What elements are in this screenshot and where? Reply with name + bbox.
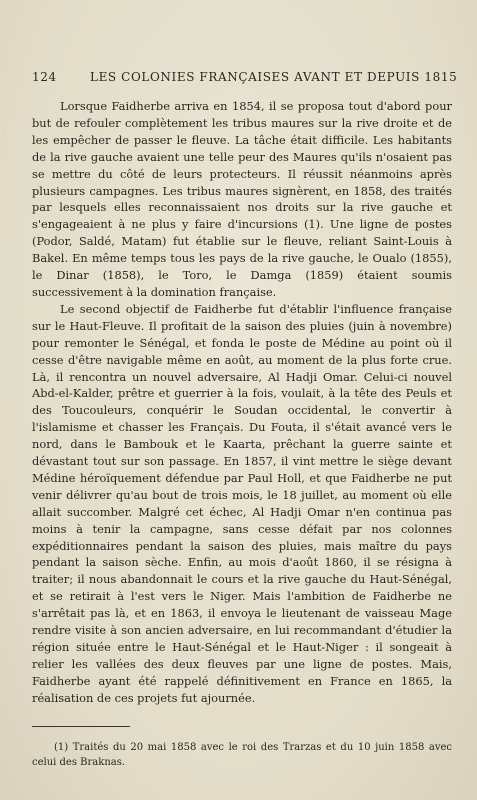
running-header — [32, 70, 458, 88]
footnote-separator — [32, 726, 130, 727]
paragraph-2: Le second objectif de Faidherbe fut d'établir l'influence française sur le Haut-Fleuve. Il profitait de la saison des pluies (juin à novembre) pour remonter le Sénégal, et fonda le poste de Médine au point où il cesse d'être navigable même en août, au moment de la plus forte crue. Là, il rencontra un nouvel adversaire, Al Hadji Omar. Celui-ci nouvel Abd-el-Kalder, prêtre et guerrier à la fois, voulait, à la tête des Peuls et des Toucouleurs, conquérir le Soudan occidental, le convertir à l'islamisme et chasser les Français. Du Fouta, il s'était avancé vers le nord, dans le Bambouk et le Kaarta, prêchant la guerre sainte et dévastant tout sur son passage. En 1857, il vint mettre le siège devant Médine héroïquement défendue par Paul Holl, et que Faidherbe ne put venir délivrer qu'au bout de trois mois, le 18 juillet, au moment où elle allait succomber. Malgré cet échec, Al Hadji Omar n'en continua pas moins à tenir la campagne, sans cesse défait par nos colonnes expéditionnaires pendant la saison des pluies, mais maître du pays pendant la saison sèche. Enfin, au mois d'août 1860, il se résigna à traiter; il nous abandonnait le cours et la rive gauche du Haut-Sénégal, et se retirait à l'est vers le Niger. Mais l'ambition de Faidherbe ne s'arrêtait pas là, et en 1863, il envoya le lieutenant de vaisseau Mage rendre visite à son ancien adversaire, en lui recommandant d'étudier la région située entre le Haut-Sénégal et le Haut-Niger : il songeait à relier les vallées des deux fleuves par une ligne de postes. Mais, Faidherbe ayant été rappelé définitivement en France en 1865, la réalisation de ces projets fut ajournée. — [32, 301, 452, 705]
footnote: (1) Traités du 20 mai 1858 avec le roi des Trarzas et du 10 juin 1858 avec celui des Braknas. — [32, 742, 452, 768]
running-title: LES COLONIES FRANÇAISES AVANT ET DEPUIS 1815 — [90, 70, 458, 84]
page-number: 124 — [32, 70, 57, 84]
paragraph-1: Lorsque Faidherbe arriva en 1854, il se proposa tout d'abord pour but de refouler complètement les tribus maures sur la rive droite et de les empêcher de passer le fleuve. La tâche était difficile. Les habitants de la rive gauche avaient une telle peur des Maures qu'ils n'osaient pas se mettre du côté de leurs protecteurs. Il réussit néanmoins après plusieurs campagnes. Les tribus maures signèrent, en 1858, des traités par lesquels elles reconnaissaient nos droits sur la rive gauche et s'engageaient à ne plus y faire d'incursions (1). Une ligne de postes (Podor, Saldé, Matam) fut établie sur le fleuve, reliant Saint-Louis à Bakel. En même temps tous les pays de la rive gauche, le Oualo (1855), le Dinar (1858), le Toro, le Damga (1859) étaient soumis successivement à la domination française. — [32, 99, 452, 299]
main-text — [32, 98, 452, 707]
